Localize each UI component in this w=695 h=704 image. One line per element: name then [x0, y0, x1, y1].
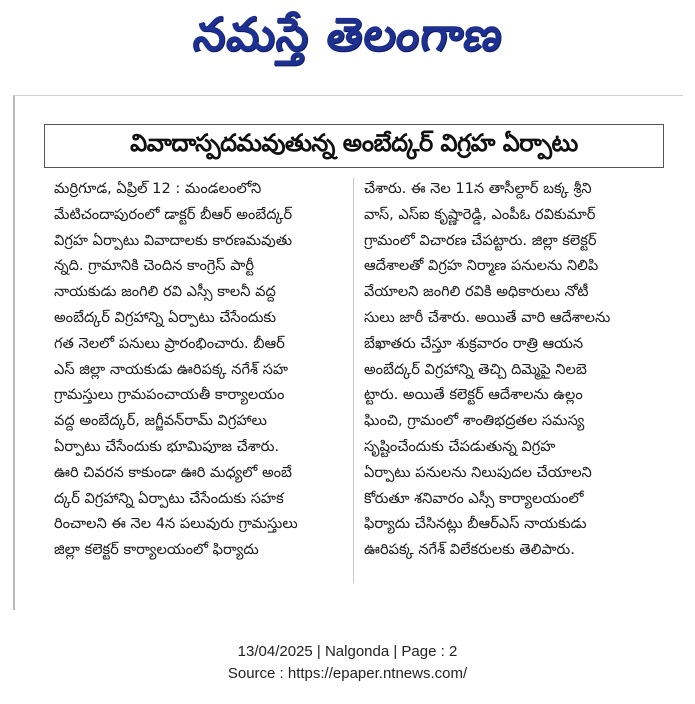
article-text-line: ఫిర్యాదు చేసినట్లు బీఆర్ఎస్ నాయకుడు [364, 515, 587, 533]
article-text-line: రించాలని ఈ నెల 4న పలువురు గ్రామస్తులు [54, 515, 298, 533]
article-text-line: ఆదేశాలతో విగ్రహ నిర్మాణ పనులను నిలిపి [364, 257, 599, 275]
article-text-line: కోరుతూ శనివారం ఎస్సీ కార్యాలయంలో [364, 489, 584, 507]
masthead [0, 0, 695, 80]
article-text-line: ఊరి చివరన కాకుండా ఊరి మధ్యలో అంబే [54, 463, 292, 481]
footer-source: Source : https://epaper.ntnews.com/ [227, 665, 468, 682]
article-text-line: అంబేద్కర్ విగ్రహాన్ని ఏర్పాటు చేసేందుకు [54, 308, 277, 326]
article-text-line: వద్ద అంబేద్కర్, జగ్జీవన్‌రామ్ విగ్రహాలు [54, 412, 267, 430]
article-text-line: సులు జారీ చేశారు. అయితే వారి ఆదేశాలను [364, 308, 611, 326]
article-headline: వివాదాస్పదమవుతున్న అంబేద్కర్ విగ్రహ ఏర్పాటు [130, 129, 578, 157]
article-text-line: అంబేద్కర్ విగ్రహాన్ని తెచ్చి దిమ్మెపై నిలబె [364, 360, 587, 378]
article-text-line: ట్టారు. అయితే కలెక్టర్ ఆదేశాలను ఉల్లం [364, 386, 583, 404]
article-text-line: విగ్రహ ఏర్పాటు వివాదాలకు కారణమవుతు [54, 231, 293, 249]
headline-box [44, 124, 664, 168]
column-divider [353, 178, 354, 583]
article-text-line: న్నది. గ్రామానికి చెందిన కాంగ్రెస్ పార్టీ [54, 257, 254, 275]
article-text-line: సృష్టించేందుకు చేపడుతున్న విగ్రహ [364, 437, 556, 455]
article-text-line: ఏర్పాటు చేసేందుకు భూమిపూజ చేశారు. [54, 437, 280, 455]
article-text-line: మర్రిగూడ, ఏప్రిల్ 12 : మండలంలోని [54, 180, 262, 197]
article-text-line: గ్రామంలో విచారణ చేపట్టారు. జిల్లా కలెక్టర్ [364, 231, 597, 249]
article-text-line: గ్రామస్తులు గ్రామపంచాయతీ కార్యాలయం [54, 386, 285, 404]
article-column-left [54, 176, 344, 563]
article-text-line: చేశారు. ఈ నెల 11న తాసీల్దార్ బక్క శ్రీని [364, 180, 592, 197]
newspaper-logo: నమస్తే తెలంగాణ [189, 7, 507, 61]
article-text-line: జిల్లా కలెక్టర్ కార్యాలయంలో ఫిర్యాదు [54, 541, 259, 559]
article-text-line: ఎస్ జిల్లా నాయకుడు ఊరిపక్క నగేశ్ సహ [54, 360, 288, 378]
article-text-line: వాస్, ఎస్ఐ కృష్ణారెడ్డి, ఎంపీఓ రవికుమార్ [364, 205, 596, 223]
article-text-line: ద్కర్ విగ్రహాన్ని ఏర్పాటు చేసేందుకు సహక [54, 489, 284, 507]
article-text-line: నాయకుడు జంగిలి రవి ఎస్సీ కాలనీ వద్ద [54, 283, 276, 301]
article-text-line: ఘించి, గ్రామంలో శాంతిభద్రతల సమస్య [364, 412, 585, 430]
article-text-line: బేఖాతరు చేస్తూ శుక్రవారం రాత్రి ఆయన [364, 334, 584, 352]
article-text-line: గత నెలలో పనులు ప్రారంభించారు. బీఆర్ [54, 334, 285, 352]
article-text-line: వేయాలని జంగిలి రవికి అధికారులు నోటీ [364, 283, 589, 301]
article-text-line: ఏర్పాటు పనులను నిలుపుదల చేయాలని [364, 463, 592, 481]
article-column-right [364, 176, 654, 563]
footer-meta: 13/04/2025 | Nalgonda | Page : 2 [237, 643, 458, 660]
article-text-line: మేటిచందాపురంలో డాక్టర్ బీఆర్ అంబేద్కర్ [54, 205, 293, 223]
article-text-line: ఊరిపక్క నగేశ్ విలేకరులకు తెలిపారు. [364, 541, 575, 559]
